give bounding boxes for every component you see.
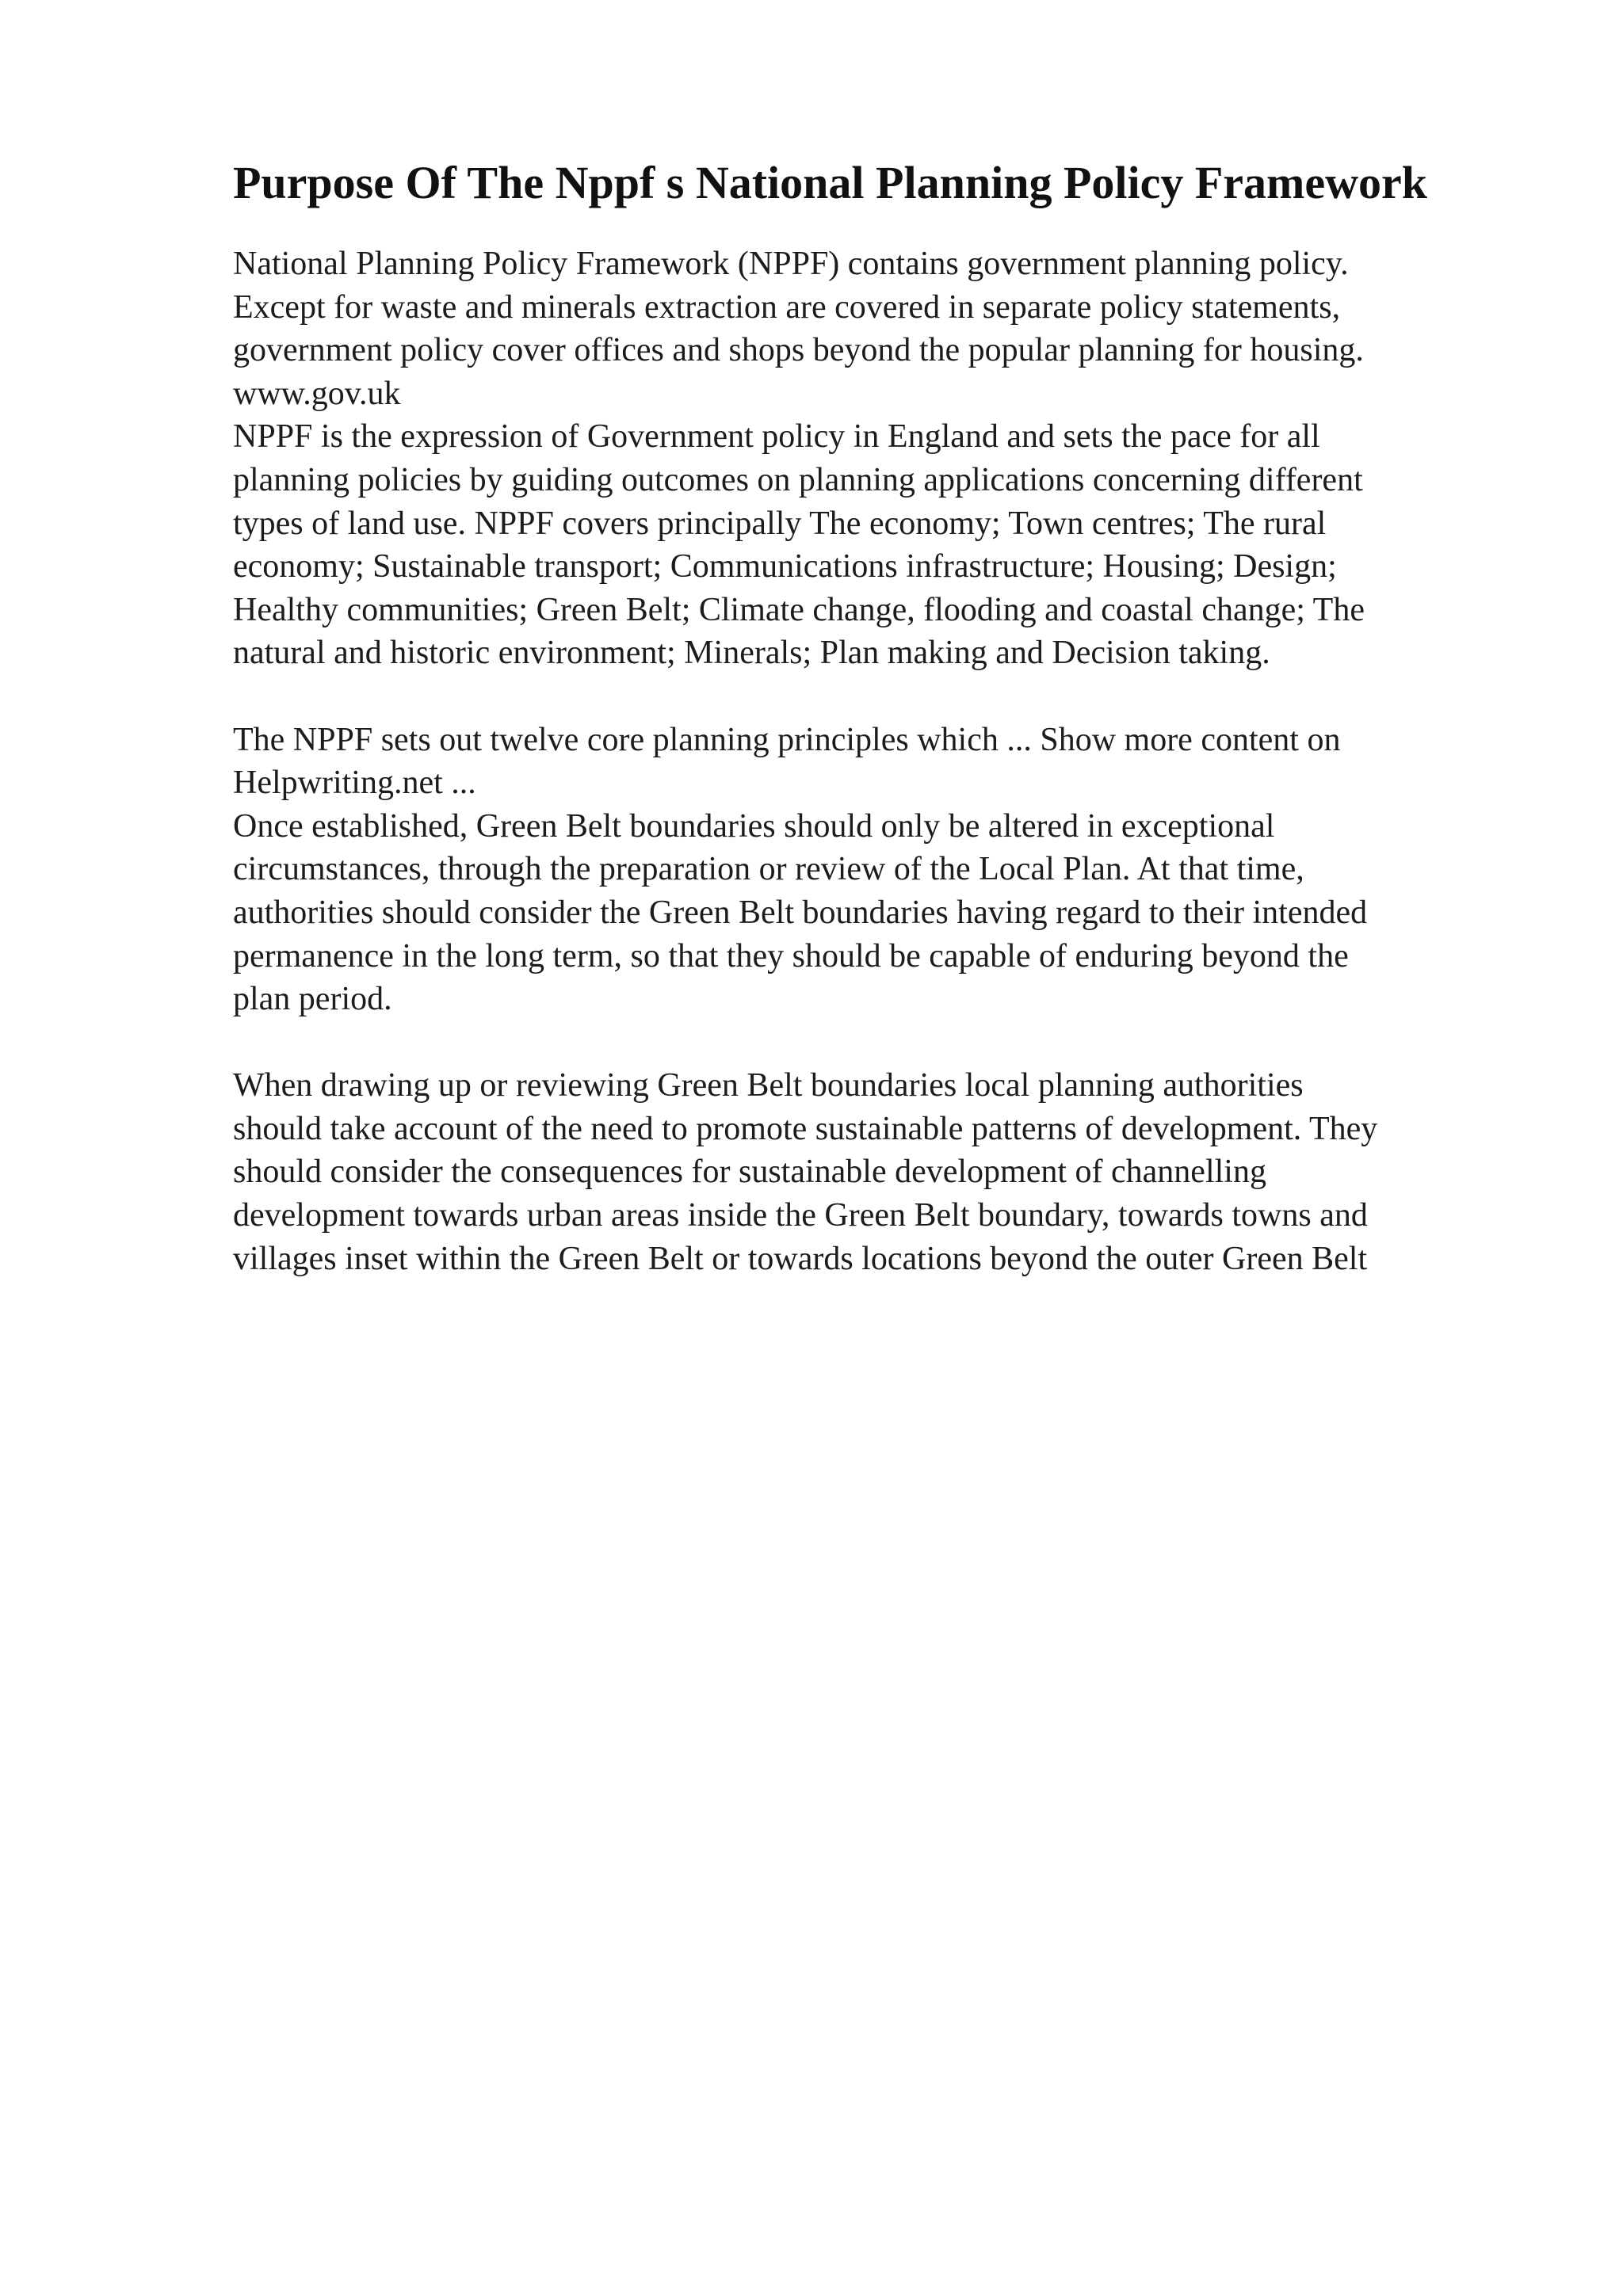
paragraph-gap — [233, 675, 1533, 719]
body-line: planning policies by guiding outcomes on planning applications concerning different — [233, 461, 1363, 498]
body-line: Healthy communities; Green Belt; Climate change, flooding and coastal change; The — [233, 591, 1365, 628]
body-line: National Planning Policy Framework (NPPF) contains government planning policy. — [233, 246, 1349, 282]
body-line: should take account of the need to promote sustainable patterns of development. They — [233, 1110, 1378, 1147]
body-line: economy; Sustainable transport; Communications infrastructure; Housing; Design; — [233, 548, 1337, 585]
body-line: The NPPF sets out twelve core planning principles which ... Show more content on — [233, 721, 1341, 758]
body-line: NPPF is the expression of Government policy in England and sets the pace for all — [233, 418, 1320, 456]
body-line: should consider the consequences for sustainable development of channelling — [233, 1154, 1266, 1191]
body-line: permanence in the long term, so that they should be capable of enduring beyond the — [233, 937, 1349, 974]
body-line: www.gov.uk — [233, 375, 401, 412]
body-line: authorities should consider the Green Belt boundaries having regard to their intended — [233, 894, 1368, 931]
document-body — [233, 242, 1533, 1280]
body-line: villages inset within the Green Belt or towards locations beyond the outer Green Belt — [233, 1240, 1368, 1277]
body-line: plan period. — [233, 981, 392, 1018]
paragraph-gap — [233, 1021, 1533, 1065]
body-line: When drawing up or reviewing Green Belt boundaries local planning authorities — [233, 1067, 1304, 1104]
body-line: Once established, Green Belt boundaries should only be altered in exceptional — [233, 807, 1275, 845]
body-line: development towards urban areas inside the Green Belt boundary, towards towns and — [233, 1197, 1368, 1234]
body-line: types of land use. NPPF covers principally The economy; Town centres; The rural — [233, 505, 1327, 542]
document-title: Purpose Of The Nppf s National Planning Policy Framework — [233, 157, 1427, 208]
body-line: Except for waste and minerals extraction are covered in separate policy statements, — [233, 288, 1341, 326]
body-line: Helpwriting.net ... — [233, 765, 476, 802]
document-content — [233, 155, 1533, 1280]
body-line: natural and historic environment; Minerals; Plan making and Decision taking. — [233, 635, 1270, 672]
body-line: circumstances, through the preparation or review of the Local Plan. At that time, — [233, 851, 1304, 888]
body-line: government policy cover offices and shops beyond the popular planning for housing. — [233, 332, 1364, 369]
